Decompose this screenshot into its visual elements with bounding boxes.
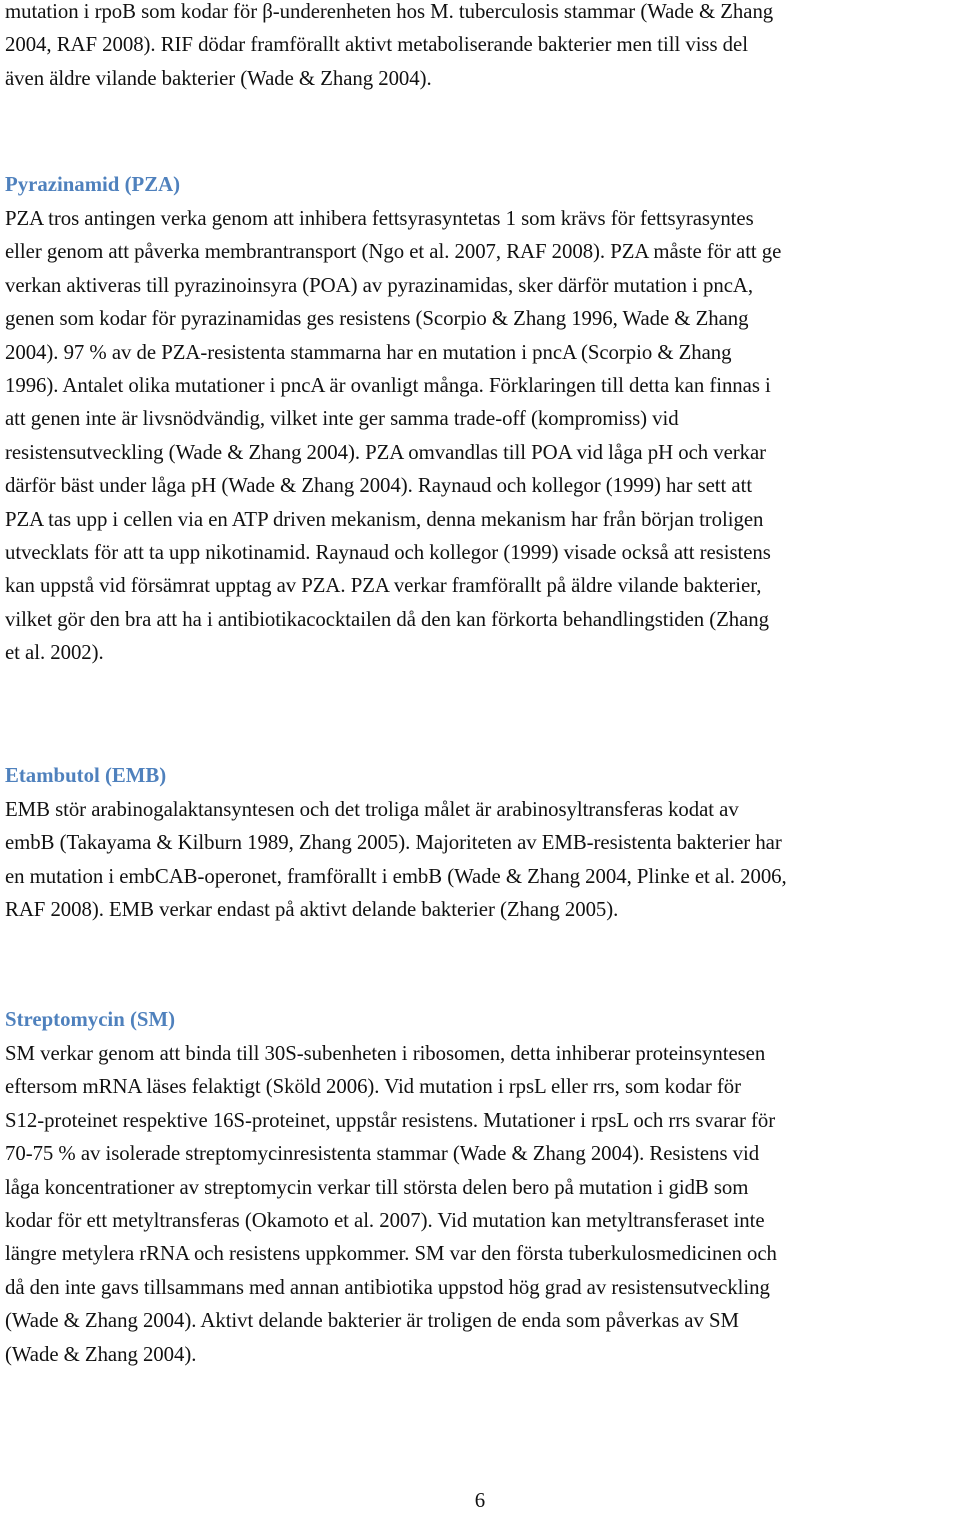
paragraph-line: SM verkar genom att binda till 30S-subenheten i ribosomen, detta inhiberar proteinsyntesen [5, 1042, 766, 1065]
paragraph-line: genen som kodar för pyrazinamidas ges resistens (Scorpio & Zhang 1996, Wade & Zhang [5, 307, 749, 331]
paragraph-line: 70-75 % av isolerade streptomycinresistenta stammar (Wade & Zhang 2004). Resistens vid [5, 1142, 760, 1166]
paragraph-line: 1996). Antalet olika mutationer i pncA är ovanligt många. Förklaringen till detta kan finnas i [5, 374, 771, 398]
section-heading-pza: Pyrazinamid (PZA) [5, 173, 181, 196]
paragraph-line: låga koncentrationer av streptomycin verkar till största delen bero på mutation i gidB som [5, 1175, 749, 1199]
paragraph-line: S12-proteinet respektive 16S-proteinet, uppstår resistens. Mutationer i rpsL och rrs svarar för [5, 1108, 776, 1132]
paragraph-line: längre metylera rRNA och resistens uppkommer. SM var den första tuberkulosmedicinen och [5, 1242, 777, 1266]
pza-paragraph [5, 202, 781, 670]
paragraph-line: kodar för ett metyltransferas (Okamoto et al. 2007). Vid mutation kan metyltransferaset inte [5, 1209, 765, 1233]
paragraph-line: därför bäst under låga pH (Wade & Zhang 2004). Raynaud och kollegor (1999) har sett att [5, 474, 753, 498]
paragraph-line: PZA tas upp i cellen via en ATP driven mekanism, denna mekanism har från början troligen [5, 507, 764, 531]
paragraph-line: eller genom att påverka membrantransport (Ngo et al. 2007, RAF 2008). PZA måste för att ge [5, 240, 782, 264]
paragraph-line: även äldre vilande bakterier (Wade & Zhang 2004). [5, 66, 432, 90]
paragraph-line: utvecklats för att ta upp nikotinamid. Raynaud och kollegor (1999) visade också att resistens [5, 541, 771, 565]
paragraph-line: RAF 2008). EMB verkar endast på aktivt delande bakterier (Zhang 2005). [5, 898, 619, 922]
paragraph-line: eftersom mRNA läses felaktigt (Sköld 2006). Vid mutation i rpsL eller rrs, som kodar för [5, 1075, 741, 1099]
paragraph-line: PZA tros antingen verka genom att inhibera fettsyrasyntetas 1 som krävs för fettsyrasyntes [5, 207, 754, 230]
paragraph-line: embB (Takayama & Kilburn 1989, Zhang 2005). Majoriteten av EMB-resistenta bakterier har [5, 831, 782, 855]
page-number: 6 [474, 1489, 486, 1512]
intro-paragraph [5, 0, 773, 95]
paragraph-line: (Wade & Zhang 2004). [5, 1342, 197, 1366]
paragraph-line: verkan aktiveras till pyrazinoinsyra (POA) av pyrazinamidas, sker därför mutation i pncA, [5, 273, 754, 297]
paragraph-line: kan uppstå vid försämrat upptag av PZA. PZA verkar framförallt på äldre vilande bakterier, [5, 574, 762, 598]
sm-paragraph [5, 1037, 777, 1371]
section-heading-sm: Streptomycin (SM) [5, 1008, 176, 1031]
paragraph-line: då den inte gavs tillsammans med annan antibiotika uppstod hög grad av resistensutveckling [5, 1275, 770, 1299]
paragraph-line: 2004, RAF 2008). RIF dödar framförallt aktivt metaboliserande bakterier men till viss del [5, 33, 748, 57]
paragraph-line: vilket gör den bra att ha i antibiotikacocktailen då den kan förkorta behandlingstiden (Zhang [5, 607, 770, 631]
paragraph-line: mutation i rpoB som kodar för β-underenheten hos M. tuberculosis stammar (Wade & Zhang [5, 0, 774, 23]
paragraph-line: resistensutveckling (Wade & Zhang 2004). PZA omvandlas till POA vid låga pH och verkar [5, 440, 767, 464]
paragraph-line: EMB stör arabinogalaktansyntesen och det troliga målet är arabinosyltransferas kodat av [5, 798, 739, 821]
section-heading-emb: Etambutol (EMB) [5, 764, 167, 787]
paragraph-line: 2004). 97 % av de PZA-resistenta stammarna har en mutation i pncA (Scorpio & Zhang [5, 340, 732, 364]
emb-paragraph [5, 793, 787, 927]
paragraph-line: (Wade & Zhang 2004). Aktivt delande bakterier är troligen de enda som påverkas av SM [5, 1309, 739, 1333]
paragraph-line: att genen inte är livsnödvändig, vilket inte ger samma trade-off (kompromiss) vid [5, 407, 679, 431]
paragraph-line: en mutation i embCAB-operonet, framförallt i embB (Wade & Zhang 2004, Plinke et al. 2006, [5, 864, 787, 888]
paragraph-line: et al. 2002). [5, 641, 104, 665]
